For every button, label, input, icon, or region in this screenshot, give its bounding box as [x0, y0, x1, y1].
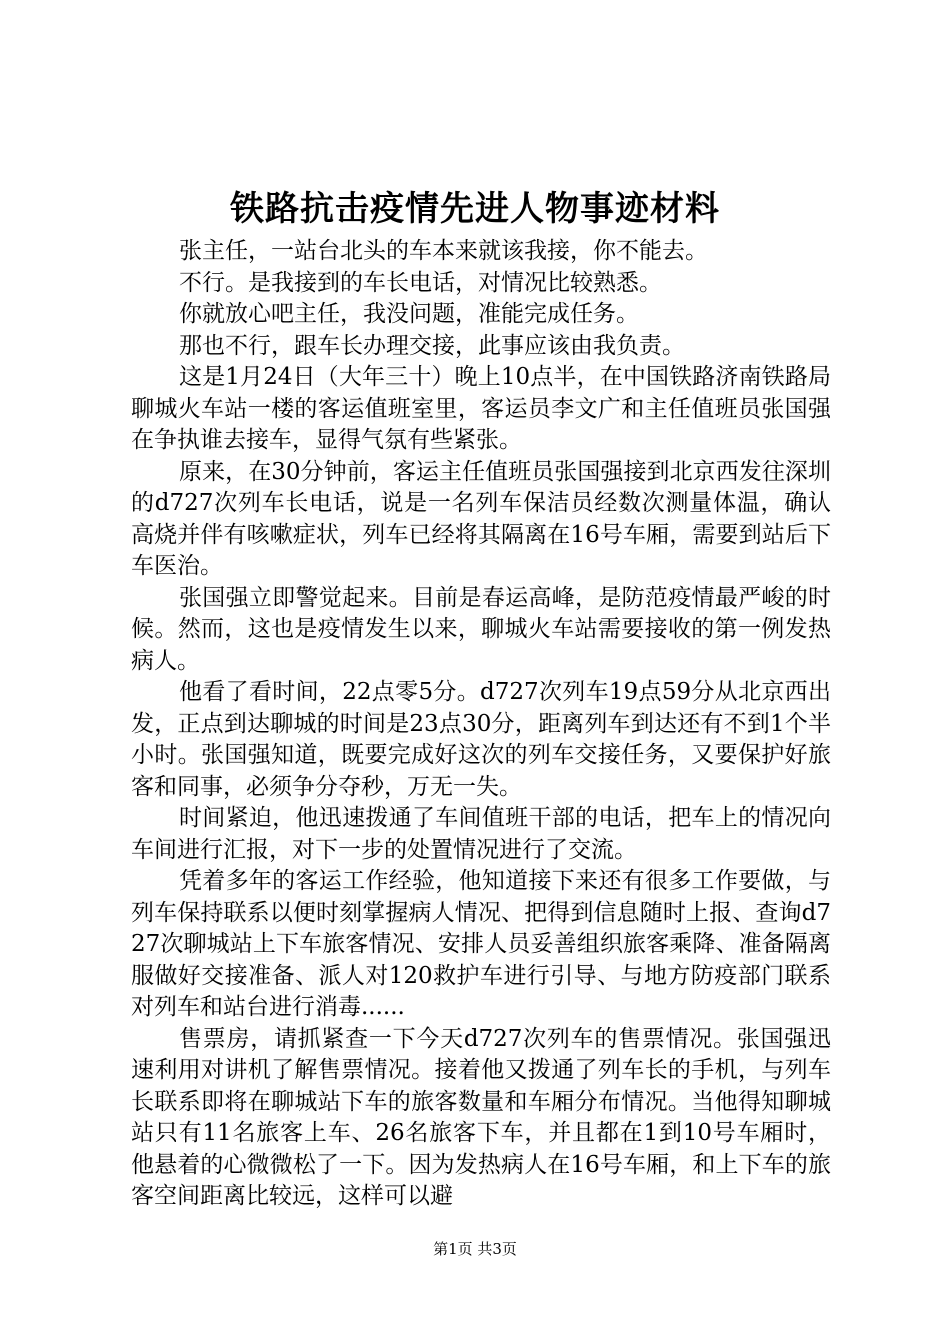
paragraph: 时间紧迫，他迅速拨通了车间值班干部的电话，把车上的情况向车间进行汇报，对下一步的处置情况进行了交流。 — [131, 805, 831, 863]
paragraph: 张国强立即警觉起来。目前是春运高峰，是防范疫情最严峻的时候。然而，这也是疫情发生以来，聊城火车站需要接收的第一例发热病人。 — [131, 584, 831, 674]
document-body — [131, 236, 831, 1213]
paragraph: 售票房，请抓紧查一下今天d727次列车的售票情况。张国强迅速利用对讲机了解售票情况。接着他又拨通了列车长的手机，与列车长联系即将在聊城站下车的旅客数量和车厢分布情况。当他得知聊城站只有11名旅客上车、26名旅客下车，并且都在1到10号车厢时，他悬着的心微微松了一下。因为发热病人在16号车厢，和上下车的旅客空间距离比较远，这样可以避 — [131, 1025, 831, 1209]
paragraph: 张主任，一站台北头的车本来就该我接，你不能去。 — [179, 238, 708, 264]
paragraph: 你就放心吧主任，我没问题，准能完成任务。 — [179, 301, 639, 327]
paragraph: 原来，在30分钟前，客运主任值班员张国强接到北京西发往深圳的d727次列车长电话，说是一名列车保洁员经数次测量体温，确认高烧并伴有咳嗽症状，列车已经将其隔离在16号车厢，需要到站后下车医治。 — [131, 458, 831, 579]
paragraph: 凭着多年的客运工作经验，他知道接下来还有很多工作要做，与列车保持联系以便时刻掌握病人情况、把得到信息随时上报、查询d727次聊城站上下车旅客情况、安排人员妥善组织旅客乘降、准备隔离服做好交接准备、派人对120救护车进行引导、与地方防疫部门联系对列车和站台进行消毒...... — [131, 868, 831, 1020]
document-title: 铁路抗击疫情先进人物事迹材料 — [230, 189, 720, 229]
paragraph: 他看了看时间，22点零5分。d727次列车19点59分从北京西出发，正点到达聊城的时间是23点30分，距离列车到达还有不到1个半小时。张国强知道，既要完成好这次的列车交接任务，又要保护好旅客和同事，必须争分夺秒，万无一失。 — [131, 679, 831, 800]
page-number-footer: 第1页 共3页 — [433, 1240, 517, 1258]
paragraph: 那也不行，跟车长办理交接，此事应该由我负责。 — [179, 332, 685, 359]
paragraph: 不行。是我接到的车长电话，对情况比较熟悉。 — [179, 269, 662, 296]
paragraph: 这是1月24日（大年三十）晚上10点半，在中国铁路济南铁路局聊城火车站一楼的客运值班室里，客运员李文广和主任值班员张国强在争执谁去接车，显得气氛有些紧张。 — [131, 364, 831, 453]
